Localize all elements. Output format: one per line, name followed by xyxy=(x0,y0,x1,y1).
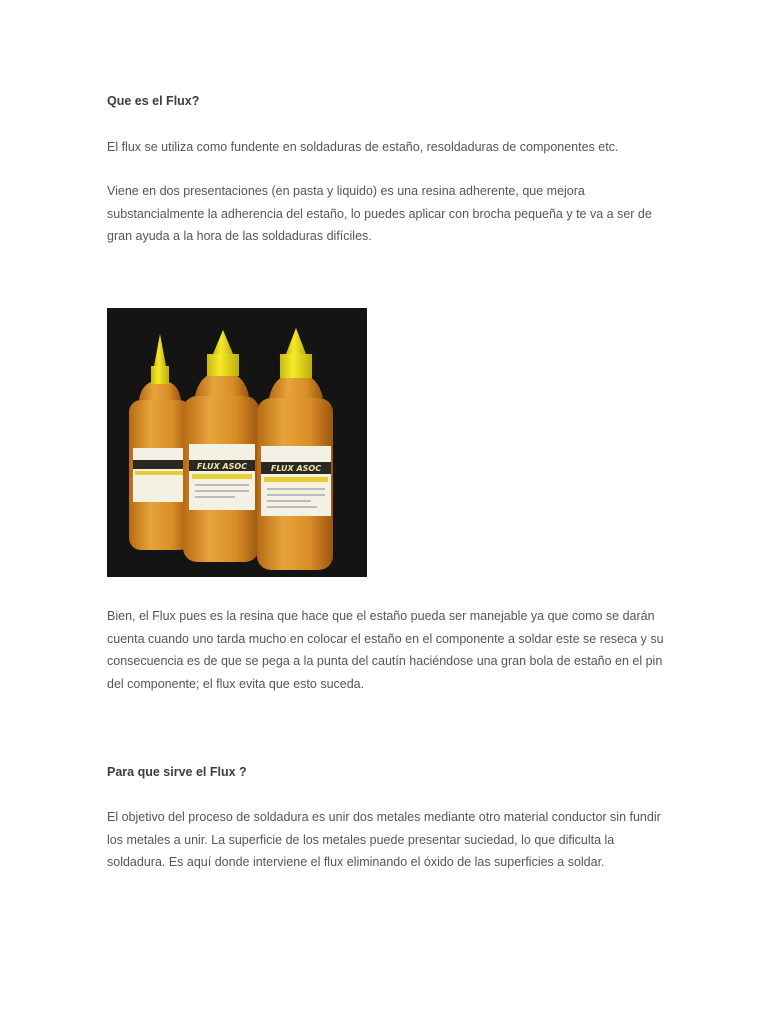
flux-bottles-photo xyxy=(107,308,367,577)
heading-para-que-sirve: Para que sirve el Flux ? xyxy=(107,765,247,779)
bottle-label-text-middle: FLUX ASOC xyxy=(196,462,248,471)
heading-que-es-el-flux: Que es el Flux? xyxy=(107,94,200,108)
bottle-label-text-right: FLUX ASOC xyxy=(270,464,322,473)
paragraph-flux-uso: El flux se utiliza como fundente en soldaduras de estaño, resoldaduras de componentes etc. xyxy=(107,140,619,154)
paragraph-bien-el-flux: Bien, el Flux pues es la resina que hace que el estaño pueda ser manejable ya que como se darán cuenta cuando uno tarda mucho en colocar el estaño en el componente a soldar este se reseca y su consecuencia es de que se pega a la punta del cautín haciéndose una gran bola de estaño en el pin del componente; el flux evita que esto suceda. xyxy=(107,609,664,691)
paragraph-presentaciones: Viene en dos presentaciones (en pasta y liquido) es una resina adherente, que mejora substancialmente la adherencia del estaño, lo puedes aplicar con brocha pequeña y te va a ser de gran ayuda a la hora de las soldaduras difíciles. xyxy=(107,184,652,243)
paragraph-objetivo-soldadura: El objetivo del proceso de soldadura es unir dos metales mediante otro material conductor sin fundir los metales a unir. La superficie de los metales puede presentar suciedad, lo que dificulta la soldadura. Es aquí donde interviene el flux eliminando el óxido de las superficies a soldar. xyxy=(107,810,661,869)
